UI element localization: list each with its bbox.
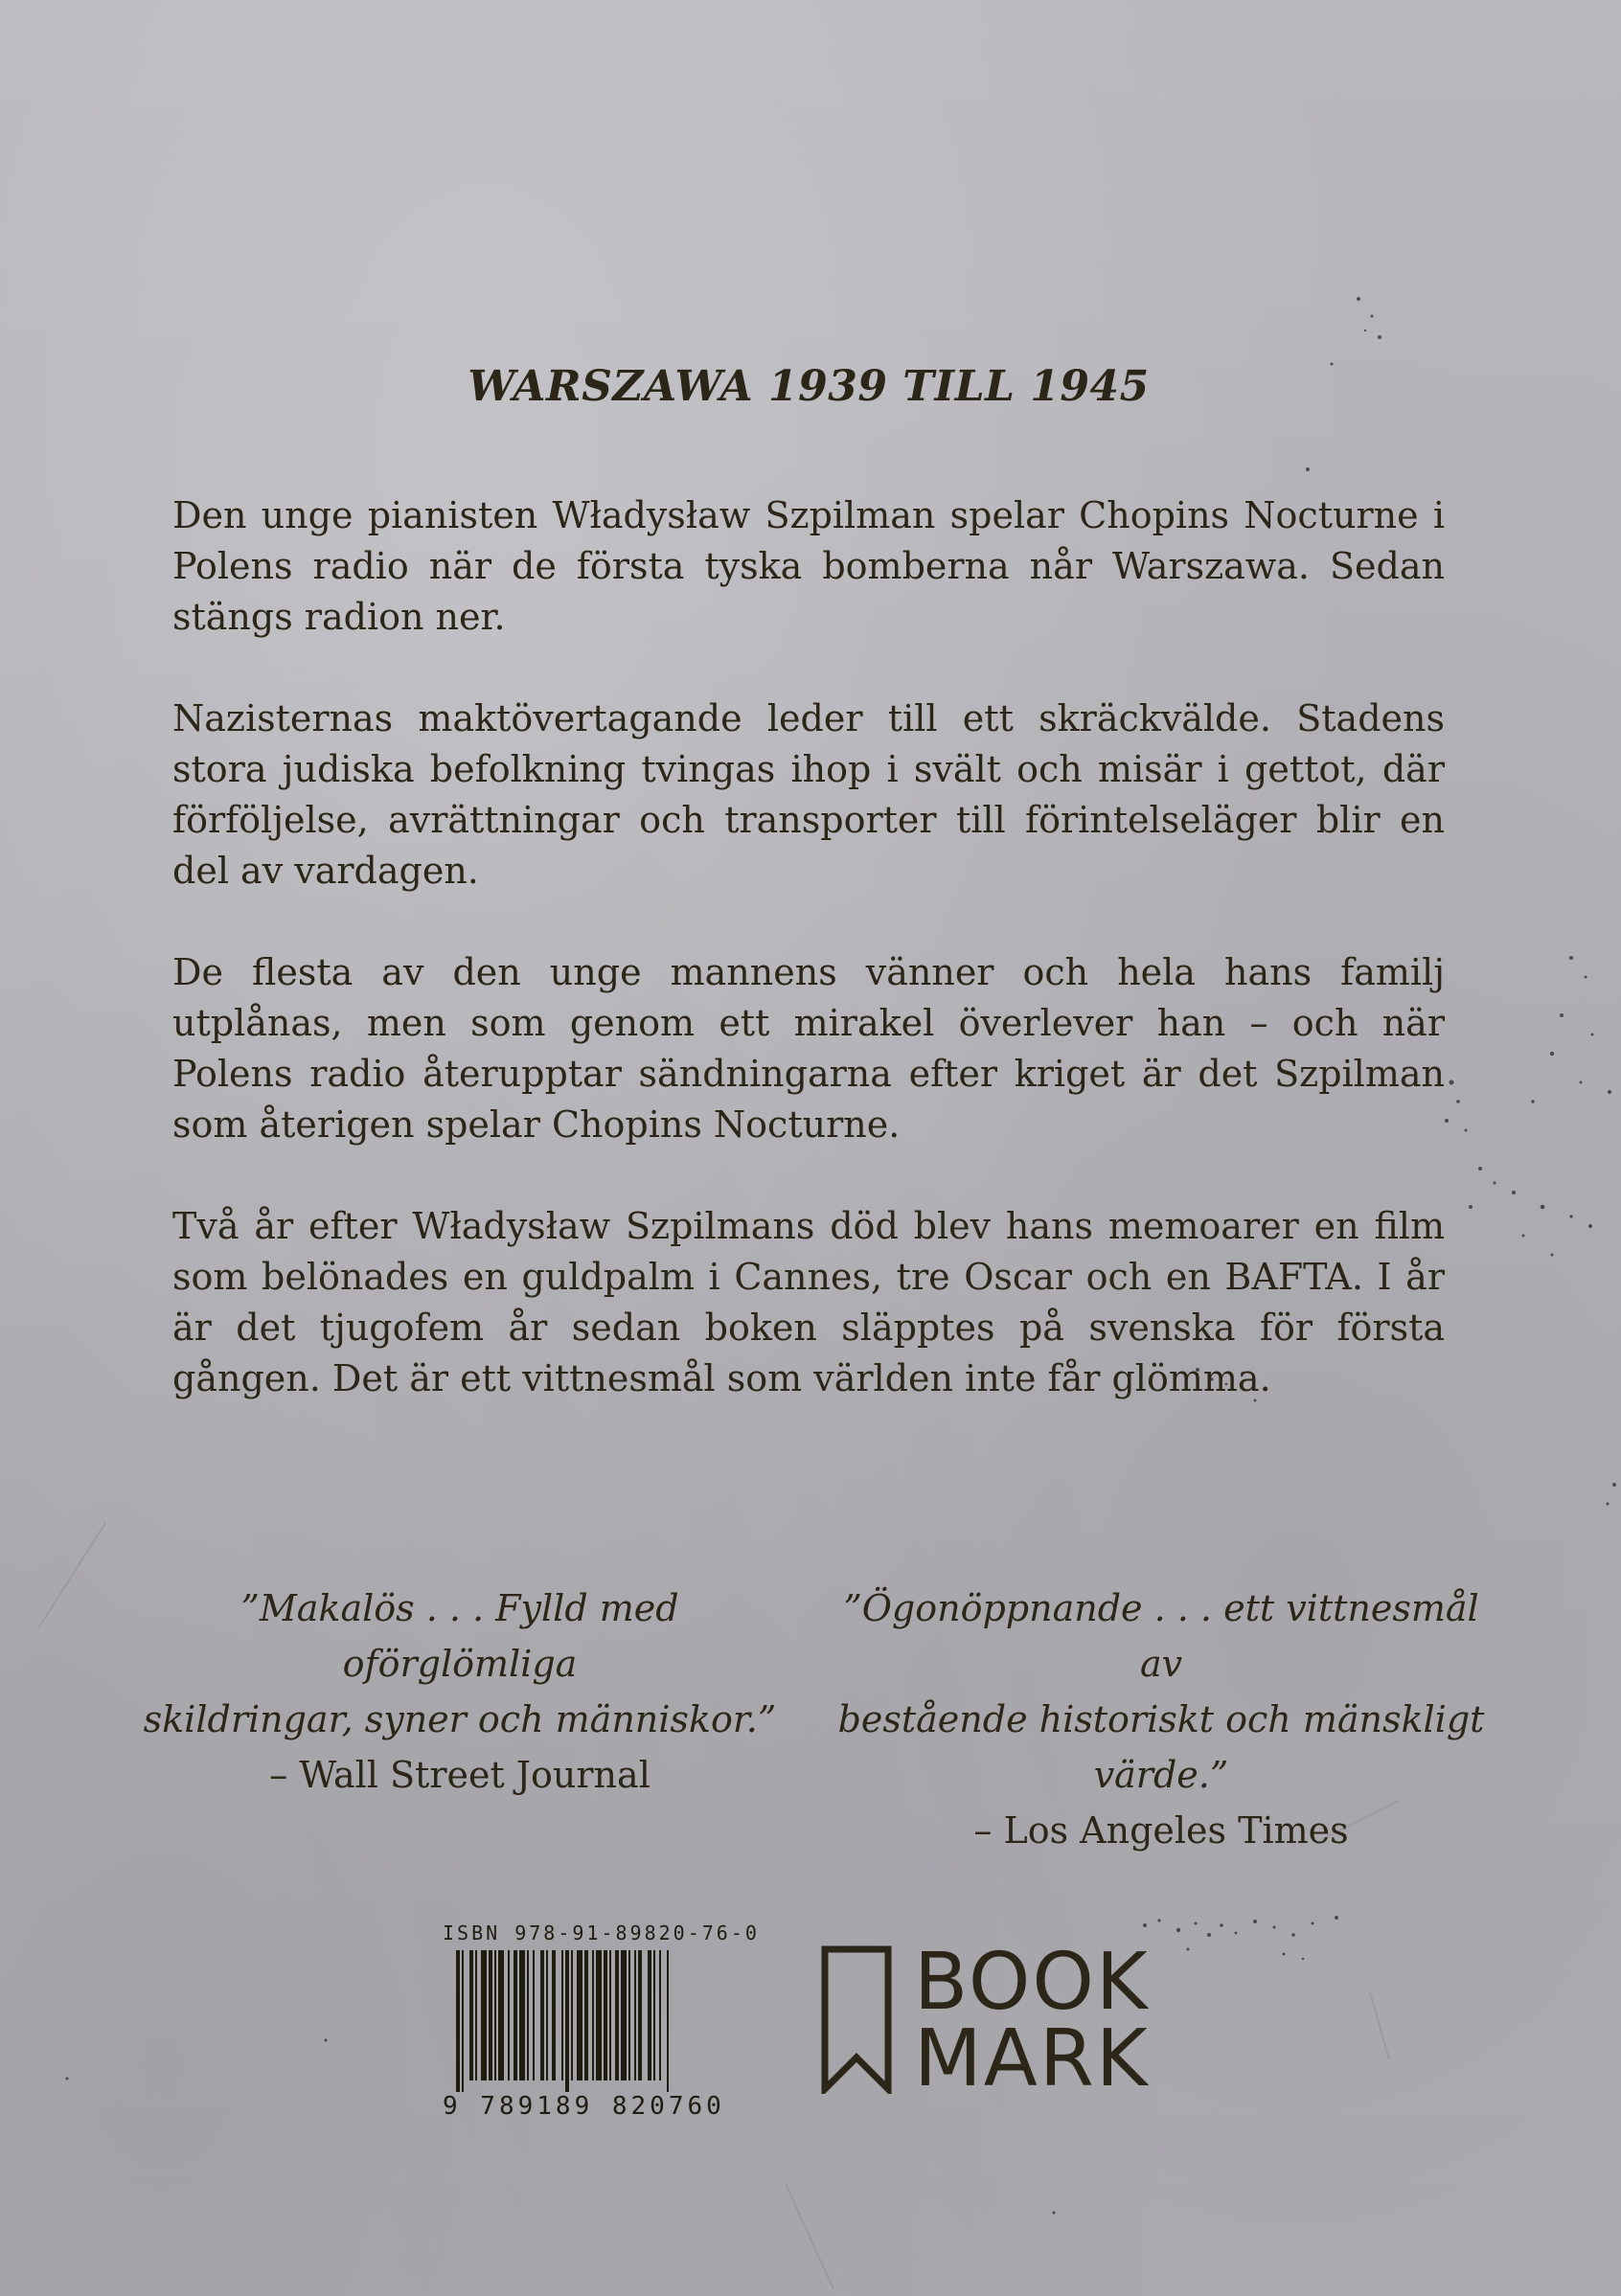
barcode-bar bbox=[533, 1950, 535, 2080]
barcode-bar bbox=[527, 1950, 529, 2080]
barcode-bar bbox=[609, 1950, 611, 2080]
barcode-bar bbox=[596, 1950, 602, 2080]
isbn-digits: 9 789189 820760 bbox=[443, 2092, 725, 2121]
barcode-bar bbox=[546, 1950, 548, 2080]
quote-text-line: bestående historiskt och mänskligt värde.” bbox=[837, 1698, 1485, 1796]
isbn-label: ISBN 978-91-89820-76-0 bbox=[443, 1921, 760, 1944]
barcode-bar bbox=[653, 1950, 655, 2080]
barcode-bar bbox=[584, 1950, 588, 2080]
blurb bbox=[172, 490, 1445, 1455]
quote-text-line: ”Makalös . . . Fylld med oförglömliga bbox=[240, 1587, 679, 1685]
isbn-barcode-block bbox=[443, 1921, 759, 2121]
barcode-bar bbox=[456, 1950, 460, 2092]
barcode-bar bbox=[519, 1950, 525, 2080]
barcode-bar bbox=[561, 1950, 563, 2080]
barcode-bar bbox=[552, 1950, 556, 2080]
barcode-bar bbox=[638, 1950, 642, 2080]
blurb-paragraph: Den unge pianisten Władysław Szpilman spelar Chopins Nocturne i Polens radio när de första tyska bomberna når Warszawa. Sedan stängs radion ner. bbox=[172, 494, 1445, 638]
back-cover-heading: WARSZAWA 1939 TILL 1945 bbox=[468, 362, 1150, 411]
publisher-name bbox=[914, 1937, 1150, 2104]
barcode-bar bbox=[462, 1950, 464, 2092]
review-quotes bbox=[125, 1580, 1496, 1858]
barcode-bar bbox=[475, 1950, 477, 2080]
review-quote bbox=[125, 1580, 795, 1858]
barcode-bar bbox=[571, 1950, 573, 2080]
barcode-bar bbox=[659, 1950, 661, 2080]
blurb-paragraph: De flesta av den unge mannens vänner och hela hans familj utplånas, men som genom ett mirakel överlever han – och när Polens radio återupptar sändningarna efter kriget är det Szpilman som återigen spelar Chopins Nocturne. bbox=[172, 951, 1445, 1146]
barcode-bar bbox=[514, 1950, 517, 2080]
barcode-bar bbox=[494, 1950, 496, 2080]
barcode-bar bbox=[648, 1950, 651, 2080]
barcode-bar bbox=[604, 1950, 607, 2080]
barcode-bar bbox=[577, 1950, 582, 2080]
barcode bbox=[443, 1950, 759, 2092]
review-quote bbox=[826, 1580, 1496, 1858]
barcode-bar bbox=[508, 1950, 510, 2080]
blurb-paragraph: Nazisternas maktövertagande leder till ett skräckvälde. Stadens stora judiska befolkning tvingas ihop i svält och misär i gettot, där förföljelse, avrättningar och transporter till förintelseläger blir en del av vardagen. bbox=[172, 697, 1445, 892]
barcode-bar bbox=[628, 1950, 630, 2080]
publisher-name-line: BOOK bbox=[914, 1937, 1150, 2028]
barcode-bar bbox=[469, 1950, 473, 2080]
barcode-bar bbox=[489, 1950, 492, 2080]
barcode-bar bbox=[667, 1950, 669, 2092]
publisher-name-line: MARK bbox=[914, 2013, 1150, 2104]
barcode-bar bbox=[592, 1950, 594, 2080]
blurb-paragraph: Två år efter Władysław Szpilmans död blev hans memoarer en film som belönades en guldpalm i Cannes, tre Oscar och en BAFTA. I år är det tjugofem år sedan boken släpptes på svenska för första gången. Det är ett vittnesmål som världen inte får glömma. bbox=[172, 1205, 1445, 1399]
quote-source: – Wall Street Journal bbox=[269, 1754, 651, 1796]
barcode-bar bbox=[540, 1950, 544, 2080]
bookmark-icon bbox=[820, 1944, 893, 2094]
quote-text-line: skildringar, syner och människor.” bbox=[143, 1698, 777, 1740]
quote-text-line: ”Ögonöppnande . . . ett vittnesmål av bbox=[843, 1587, 1479, 1685]
barcode-bar bbox=[634, 1950, 636, 2080]
barcode-bar bbox=[615, 1950, 619, 2080]
quote-source: – Los Angeles Times bbox=[973, 1809, 1349, 1852]
barcode-bar bbox=[481, 1950, 487, 2080]
publisher-logo bbox=[820, 1937, 1150, 2104]
barcode-bar bbox=[498, 1950, 504, 2080]
barcode-bar bbox=[565, 1950, 569, 2092]
barcode-bar bbox=[621, 1950, 627, 2080]
